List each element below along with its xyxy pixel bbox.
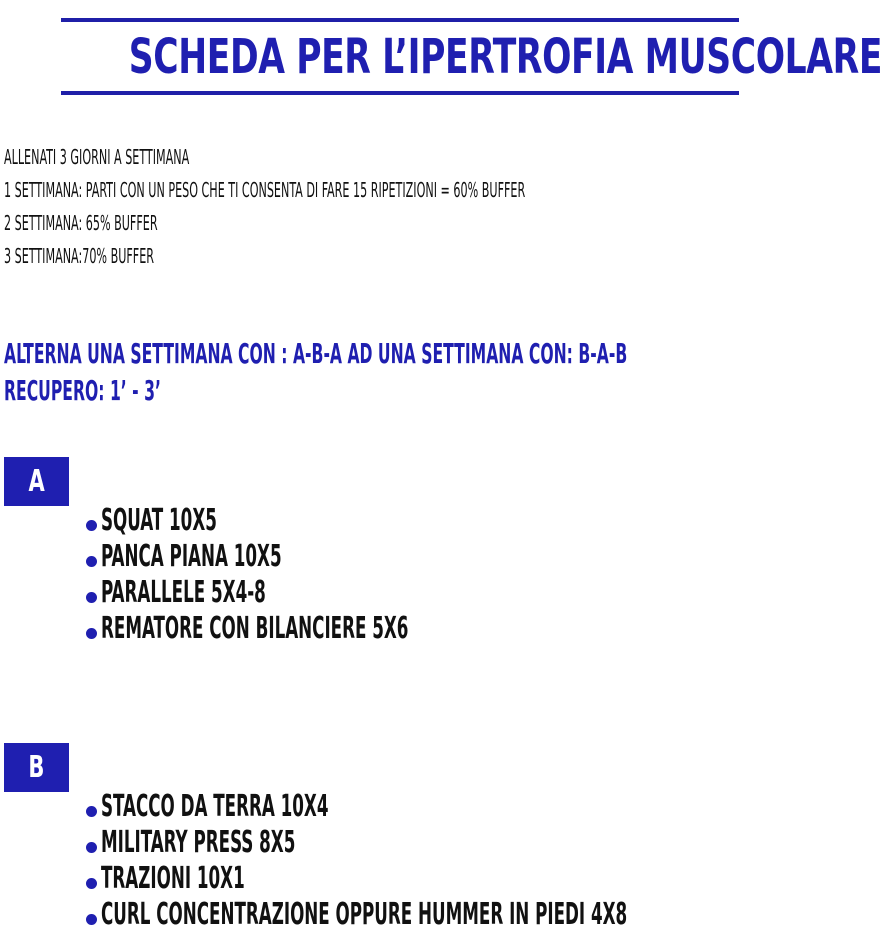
exercise-label: CURL CONCENTRAZIONE OPPURE HUMMER IN PIEDI 4X8: [101, 897, 628, 932]
exercise-label: MILITARY PRESS 8X5: [101, 825, 296, 860]
title-top-rule: [61, 18, 739, 22]
bullet-icon: [86, 520, 97, 531]
title-bottom-rule: [61, 91, 739, 95]
exercise-label: PARALLELE 5X4-8: [101, 575, 266, 610]
note-week-2: 2 SETTIMANA: 65% BUFFER: [4, 211, 158, 235]
exercise-label: SQUAT 10X5: [101, 503, 217, 538]
exercise-label: REMATORE CON BILANCIERE 5X6: [101, 611, 409, 646]
exercise-label: PANCA PIANA 10X5: [101, 539, 282, 574]
bullet-icon: [86, 878, 97, 889]
bullet-icon: [86, 914, 97, 925]
note-frequency: ALLENATI 3 GIORNI A SETTIMANA: [4, 145, 190, 169]
workout-a-badge: [4, 457, 69, 506]
rest-note: RECUPERO: 1’ - 3’: [4, 374, 161, 407]
workout-a-label: A: [28, 464, 45, 499]
bullet-icon: [86, 556, 97, 567]
exercise-label: TRAZIONI 10X1: [101, 861, 245, 896]
bullet-icon: [86, 628, 97, 639]
bullet-icon: [86, 592, 97, 603]
page-title: SCHEDA PER L’IPERTROFIA MUSCOLARE: [128, 29, 882, 85]
workout-b-badge: [4, 743, 69, 792]
exercise-label: STACCO DA TERRA 10X4: [101, 789, 329, 824]
bullet-icon: [86, 842, 97, 853]
bullet-icon: [86, 806, 97, 817]
note-week-3: 3 SETTIMANA:70% BUFFER: [4, 244, 155, 268]
alternation-note: ALTERNA UNA SETTIMANA CON : A-B-A AD UNA SETTIMANA CON: B-A-B: [4, 337, 628, 370]
note-week-1: 1 SETTIMANA: PARTI CON UN PESO CHE TI CONSENTA DI FARE 15 RIPETIZIONI = 60% BUFFER: [4, 178, 526, 202]
workout-b-label: B: [28, 750, 45, 785]
